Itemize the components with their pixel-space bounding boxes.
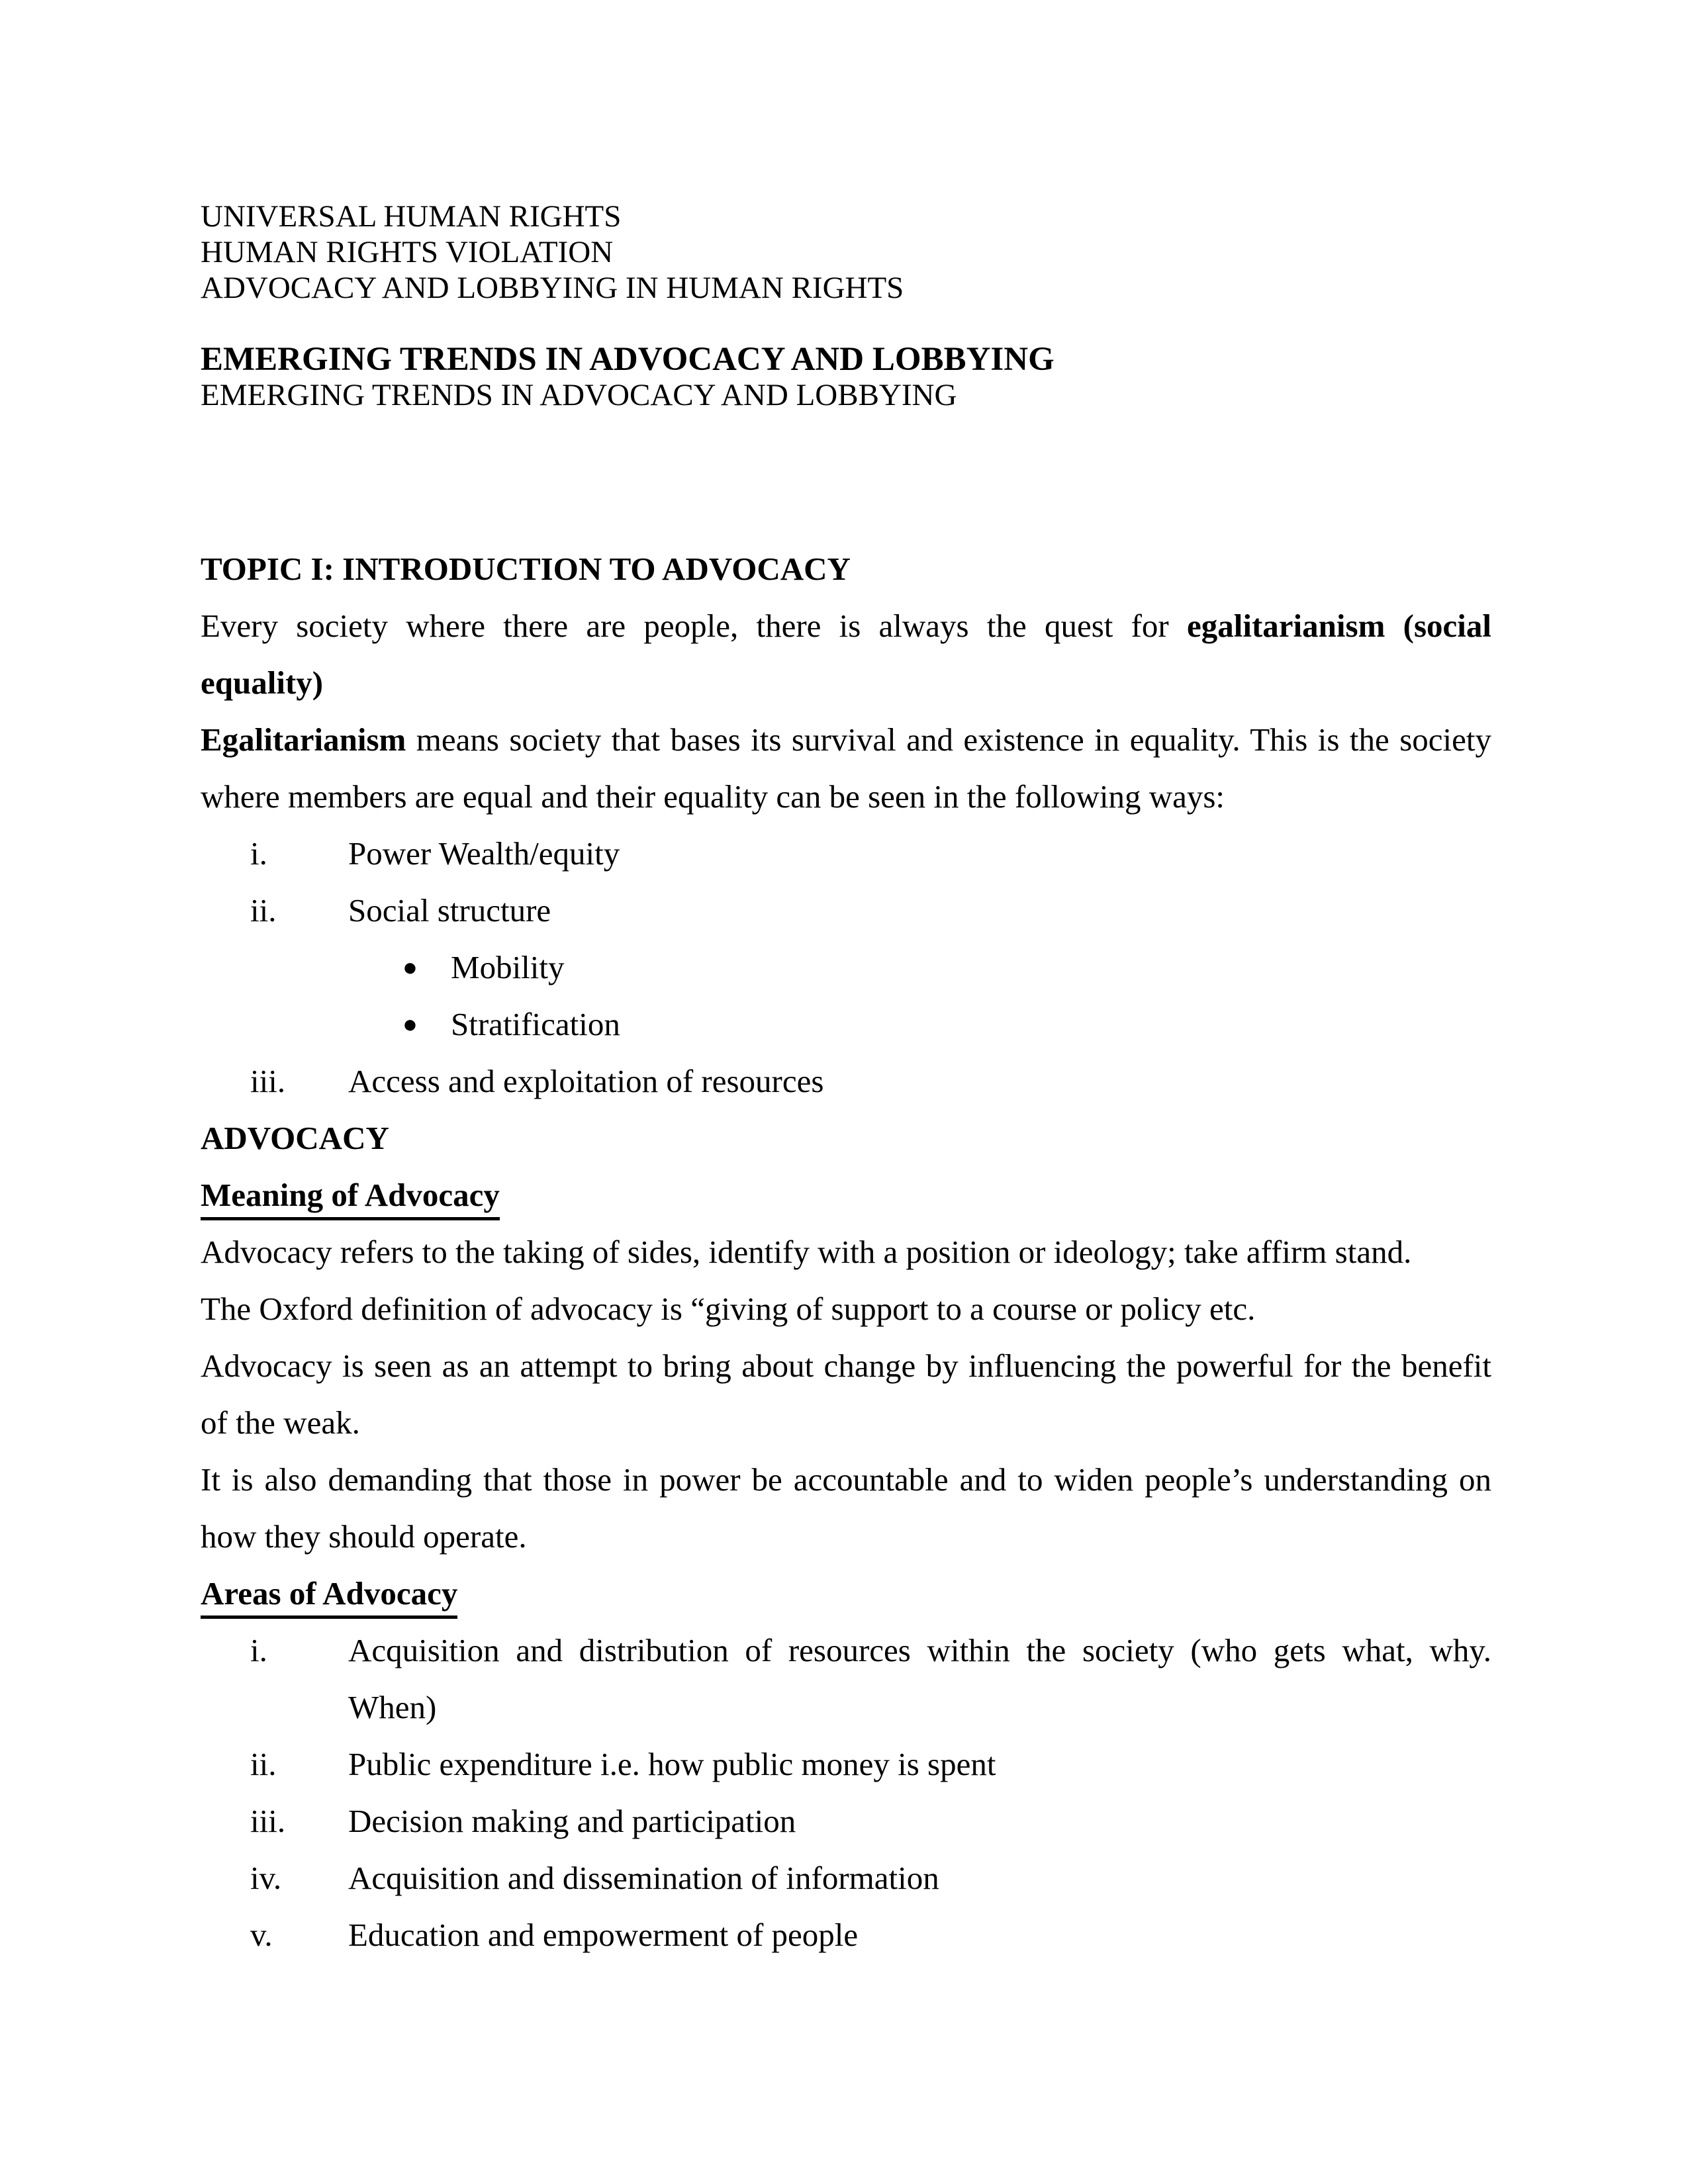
body-block: [201, 541, 1491, 1964]
egalitarianism-lead-bold: Egalitarianism: [201, 721, 406, 758]
ways-list-item-i: [201, 825, 1491, 882]
accountability-paragraph-line-2: how they should operate.: [201, 1518, 527, 1555]
bullet-item-text: Mobility: [451, 949, 565, 985]
meaning-paragraph-2: The Oxford definition of advocacy is “giving of support to a course or policy etc.: [201, 1291, 1256, 1327]
egalitarianism-paragraph-line-2: where members are equal and their equality can be seen in the following ways:: [201, 778, 1225, 815]
list-marker: ii.: [250, 892, 277, 929]
list-marker: iii.: [250, 1063, 286, 1099]
list-marker: iii.: [250, 1803, 286, 1839]
header-blank-line: [201, 306, 1491, 341]
list-item-text: Education and empowerment of people: [348, 1917, 859, 1953]
ways-list-item-iii: [201, 1053, 1491, 1110]
areas-list-item-ii: [201, 1736, 1491, 1793]
meaning-heading-line: [201, 1167, 1491, 1224]
areas-list-item-i: [201, 1622, 1491, 1736]
egalitarianism-paragraph-line-1: [201, 711, 1491, 768]
advocacy-heading: ADVOCACY: [201, 1120, 389, 1156]
topic-heading: TOPIC I: INTRODUCTION TO ADVOCACY: [201, 551, 851, 587]
egalitarianism-plain-text: means society that bases its survival and existence in equality. This is the society: [406, 721, 1491, 758]
list-marker: ii.: [250, 1746, 277, 1782]
header-line-1: UNIVERSAL HUMAN RIGHTS: [201, 199, 622, 234]
meaning-paragraph-1: Advocacy refers to the taking of sides, identify with a position or ideology; take affirm stand.: [201, 1234, 1412, 1270]
bullet-item-stratification: [201, 996, 1491, 1053]
header-body-gap: [201, 413, 1491, 541]
list-item-text-continuation: When): [348, 1689, 437, 1725]
list-item-text: Social structure: [348, 892, 551, 929]
header-line-3: ADVOCACY AND LOBBYING IN HUMAN RIGHTS: [201, 271, 904, 305]
list-marker: i.: [250, 835, 267, 872]
header-line-2: HUMAN RIGHTS VIOLATION: [201, 235, 614, 269]
change-paragraph-line-1: Advocacy is seen as an attempt to bring about change by influencing the powerful for the benefit: [201, 1347, 1491, 1384]
bullet-icon: ●: [402, 954, 418, 981]
areas-list-item-iii: [201, 1793, 1491, 1850]
list-item-text: Decision making and participation: [348, 1803, 796, 1839]
areas-list-item-iv: [201, 1850, 1491, 1907]
list-item-text: Acquisition and dissemination of information: [348, 1860, 939, 1896]
list-item-text: Acquisition and distribution of resources within the society (who gets what, why.: [348, 1632, 1491, 1668]
list-marker: iv.: [250, 1860, 282, 1896]
intro-bold-text: egalitarianism (social: [1186, 608, 1491, 644]
list-marker: v.: [250, 1917, 273, 1953]
bullet-item-text: Stratification: [451, 1006, 620, 1042]
areas-heading-line: [201, 1565, 1491, 1622]
list-marker: i.: [250, 1632, 267, 1668]
intro-paragraph-line-1: [201, 598, 1491, 655]
intro-plain-text: Every society where there are people, there is always the quest for: [201, 608, 1187, 644]
intro-paragraph-line-2: equality): [201, 664, 324, 701]
bullet-item-mobility: [201, 939, 1491, 996]
areas-list-item-v: [201, 1907, 1491, 1964]
meaning-heading: Meaning of Advocacy: [201, 1177, 500, 1220]
ways-list-item-ii: [201, 882, 1491, 939]
list-item-text: Access and exploitation of resources: [348, 1063, 824, 1099]
list-item-text: Public expenditure i.e. how public money is spent: [348, 1746, 996, 1782]
areas-heading: Areas of Advocacy: [201, 1576, 457, 1619]
accountability-paragraph-line-1: It is also demanding that those in power be accountable and to widen people’s understanding on: [201, 1461, 1491, 1498]
list-item-text: Power Wealth/equity: [348, 835, 620, 872]
main-title-plain: EMERGING TRENDS IN ADVOCACY AND LOBBYING: [201, 378, 957, 412]
header-block: [201, 199, 1491, 413]
bullet-icon: ●: [402, 1011, 418, 1038]
main-title-bold: EMERGING TRENDS IN ADVOCACY AND LOBBYING: [201, 341, 1055, 377]
change-paragraph-line-2: of the weak.: [201, 1404, 360, 1441]
